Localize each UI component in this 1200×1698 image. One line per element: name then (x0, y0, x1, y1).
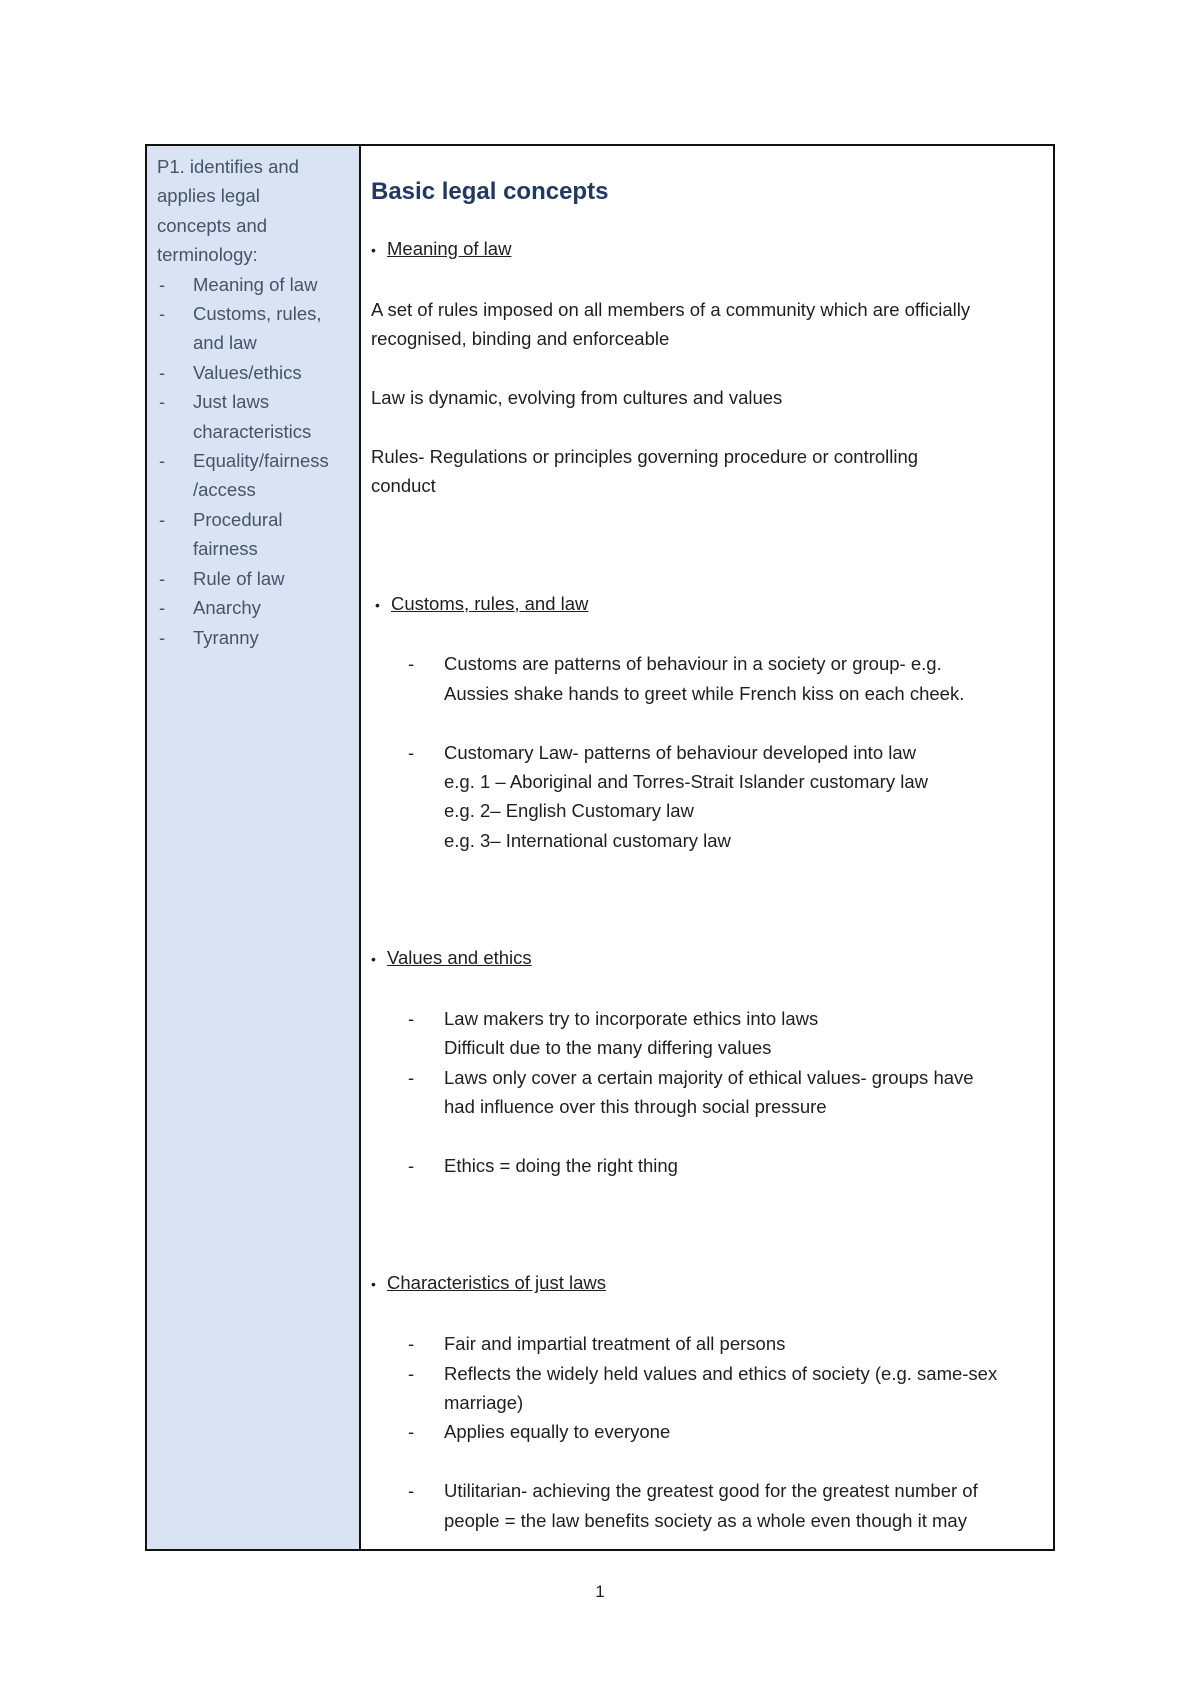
meaning-paragraph-1 (371, 295, 1043, 354)
section-heading-label: Customs, rules, and law (391, 592, 589, 614)
text-line: Aussies shake hands to greet while French kiss on each cheek. (444, 682, 965, 704)
text-line: - Reflects the widely held values and ethics of society (e.g. same-sex (444, 1362, 998, 1384)
sidebar-heading-line: terminology: (157, 244, 258, 266)
bullet-icon: • (375, 596, 380, 613)
section-heading-just-laws (371, 1268, 1043, 1299)
text-line: - Ethics = doing the right thing (444, 1155, 678, 1177)
meaning-paragraph-3 (371, 442, 1043, 501)
sidebar-item-anarchy (157, 593, 349, 622)
text-line: Difficult due to the many differing values (444, 1037, 772, 1059)
list-item (371, 1151, 1043, 1180)
list-item (371, 1063, 1043, 1122)
main-content-column (361, 146, 1053, 1549)
bullet-icon: • (371, 951, 376, 968)
page-number: 1 (595, 1582, 605, 1601)
text-line: people = the law benefits society as a whole even though it may (444, 1509, 967, 1531)
list-item (371, 1359, 1043, 1418)
sidebar-heading-line: concepts and (157, 214, 268, 236)
sidebar-item-label: Equality/fairness (193, 450, 329, 472)
sidebar-item-meaning-of-law (157, 270, 349, 299)
sidebar-item-label: characteristics (193, 420, 312, 442)
text-line: - Customary Law- patterns of behaviour developed into law (444, 741, 917, 763)
sidebar-item-customs (157, 299, 349, 358)
sidebar-heading-line: applies legal (157, 185, 260, 207)
sidebar-item-just-laws (157, 387, 349, 446)
sidebar-item-rule-of-law (157, 564, 349, 593)
section-heading-customs (371, 589, 1043, 620)
list-item (371, 1329, 1043, 1358)
sidebar-column (147, 146, 361, 1549)
sidebar-item-label: and law (193, 332, 257, 354)
sidebar-heading-line: P1. identifies and (157, 156, 299, 177)
page-title: Basic legal concepts (371, 178, 609, 205)
sidebar-item-label: Procedural (193, 508, 283, 530)
text-line: e.g. 3– International customary law (444, 829, 731, 851)
list-item (371, 1476, 1043, 1535)
section-heading-label: Values and ethics (387, 947, 532, 969)
section-heading-meaning (371, 234, 1043, 265)
text-line: marriage) (444, 1392, 524, 1414)
text-line: A set of rules imposed on all members of a community which are officially (371, 298, 971, 320)
sidebar-item-label: Just laws (193, 391, 270, 413)
sidebar-item-label: Values/ethics (193, 361, 302, 383)
text-line: had influence over this through social pressure (444, 1096, 827, 1118)
just-laws-list (371, 1329, 1043, 1447)
text-line: - Utilitarian- achieving the greatest good for the greatest number of (444, 1480, 978, 1502)
text-line: e.g. 1 – Aboriginal and Torres-Strait Islander customary law (444, 771, 928, 793)
text-line: recognised, binding and enforceable (371, 328, 670, 350)
bullet-icon: • (371, 242, 376, 258)
customs-list (371, 649, 1043, 708)
sidebar-item-equality (157, 446, 349, 505)
sidebar-item-label: Meaning of law (193, 273, 318, 295)
text-line: e.g. 2– English Customary law (444, 800, 694, 822)
section-heading-label: Meaning of law (387, 238, 512, 259)
list-item (371, 1004, 1043, 1063)
section-heading-label: Characteristics of just laws (387, 1272, 606, 1294)
list-item (371, 738, 1043, 856)
sidebar-item-label: Tyranny (193, 626, 259, 648)
sidebar-item-values-ethics (157, 358, 349, 387)
meaning-paragraph-2: Law is dynamic, evolving from cultures and values (371, 387, 783, 408)
values-list (371, 1004, 1043, 1122)
sidebar-topic-list (157, 270, 349, 652)
sidebar-item-procedural-fairness (157, 505, 349, 564)
content-table (145, 144, 1055, 1551)
sidebar-item-label: /access (193, 479, 256, 501)
list-item (371, 1417, 1043, 1446)
sidebar-item-label: Anarchy (193, 597, 261, 619)
just-laws-list (371, 1476, 1043, 1535)
text-line: Rules- Regulations or principles governing procedure or controlling (371, 445, 919, 467)
text-line: - Fair and impartial treatment of all persons (444, 1333, 786, 1355)
sidebar-item-tyranny (157, 623, 349, 652)
sidebar-item-label: fairness (193, 538, 258, 560)
text-line: - Applies equally to everyone (444, 1421, 671, 1443)
text-line: - Law makers try to incorporate ethics into laws (444, 1008, 819, 1030)
sidebar-item-label: Customs, rules, (193, 303, 322, 325)
text-line: conduct (371, 475, 436, 497)
text-line: - Laws only cover a certain majority of ethical values- groups have (444, 1066, 974, 1088)
list-item (371, 649, 1043, 708)
values-list (371, 1151, 1043, 1180)
sidebar-heading (157, 152, 349, 270)
bullet-icon: • (371, 1276, 376, 1293)
text-line: - Customs are patterns of behaviour in a society or group- e.g. (444, 653, 942, 675)
section-heading-values (371, 943, 1043, 974)
customs-list (371, 738, 1043, 856)
sidebar-item-label: Rule of law (193, 567, 285, 589)
